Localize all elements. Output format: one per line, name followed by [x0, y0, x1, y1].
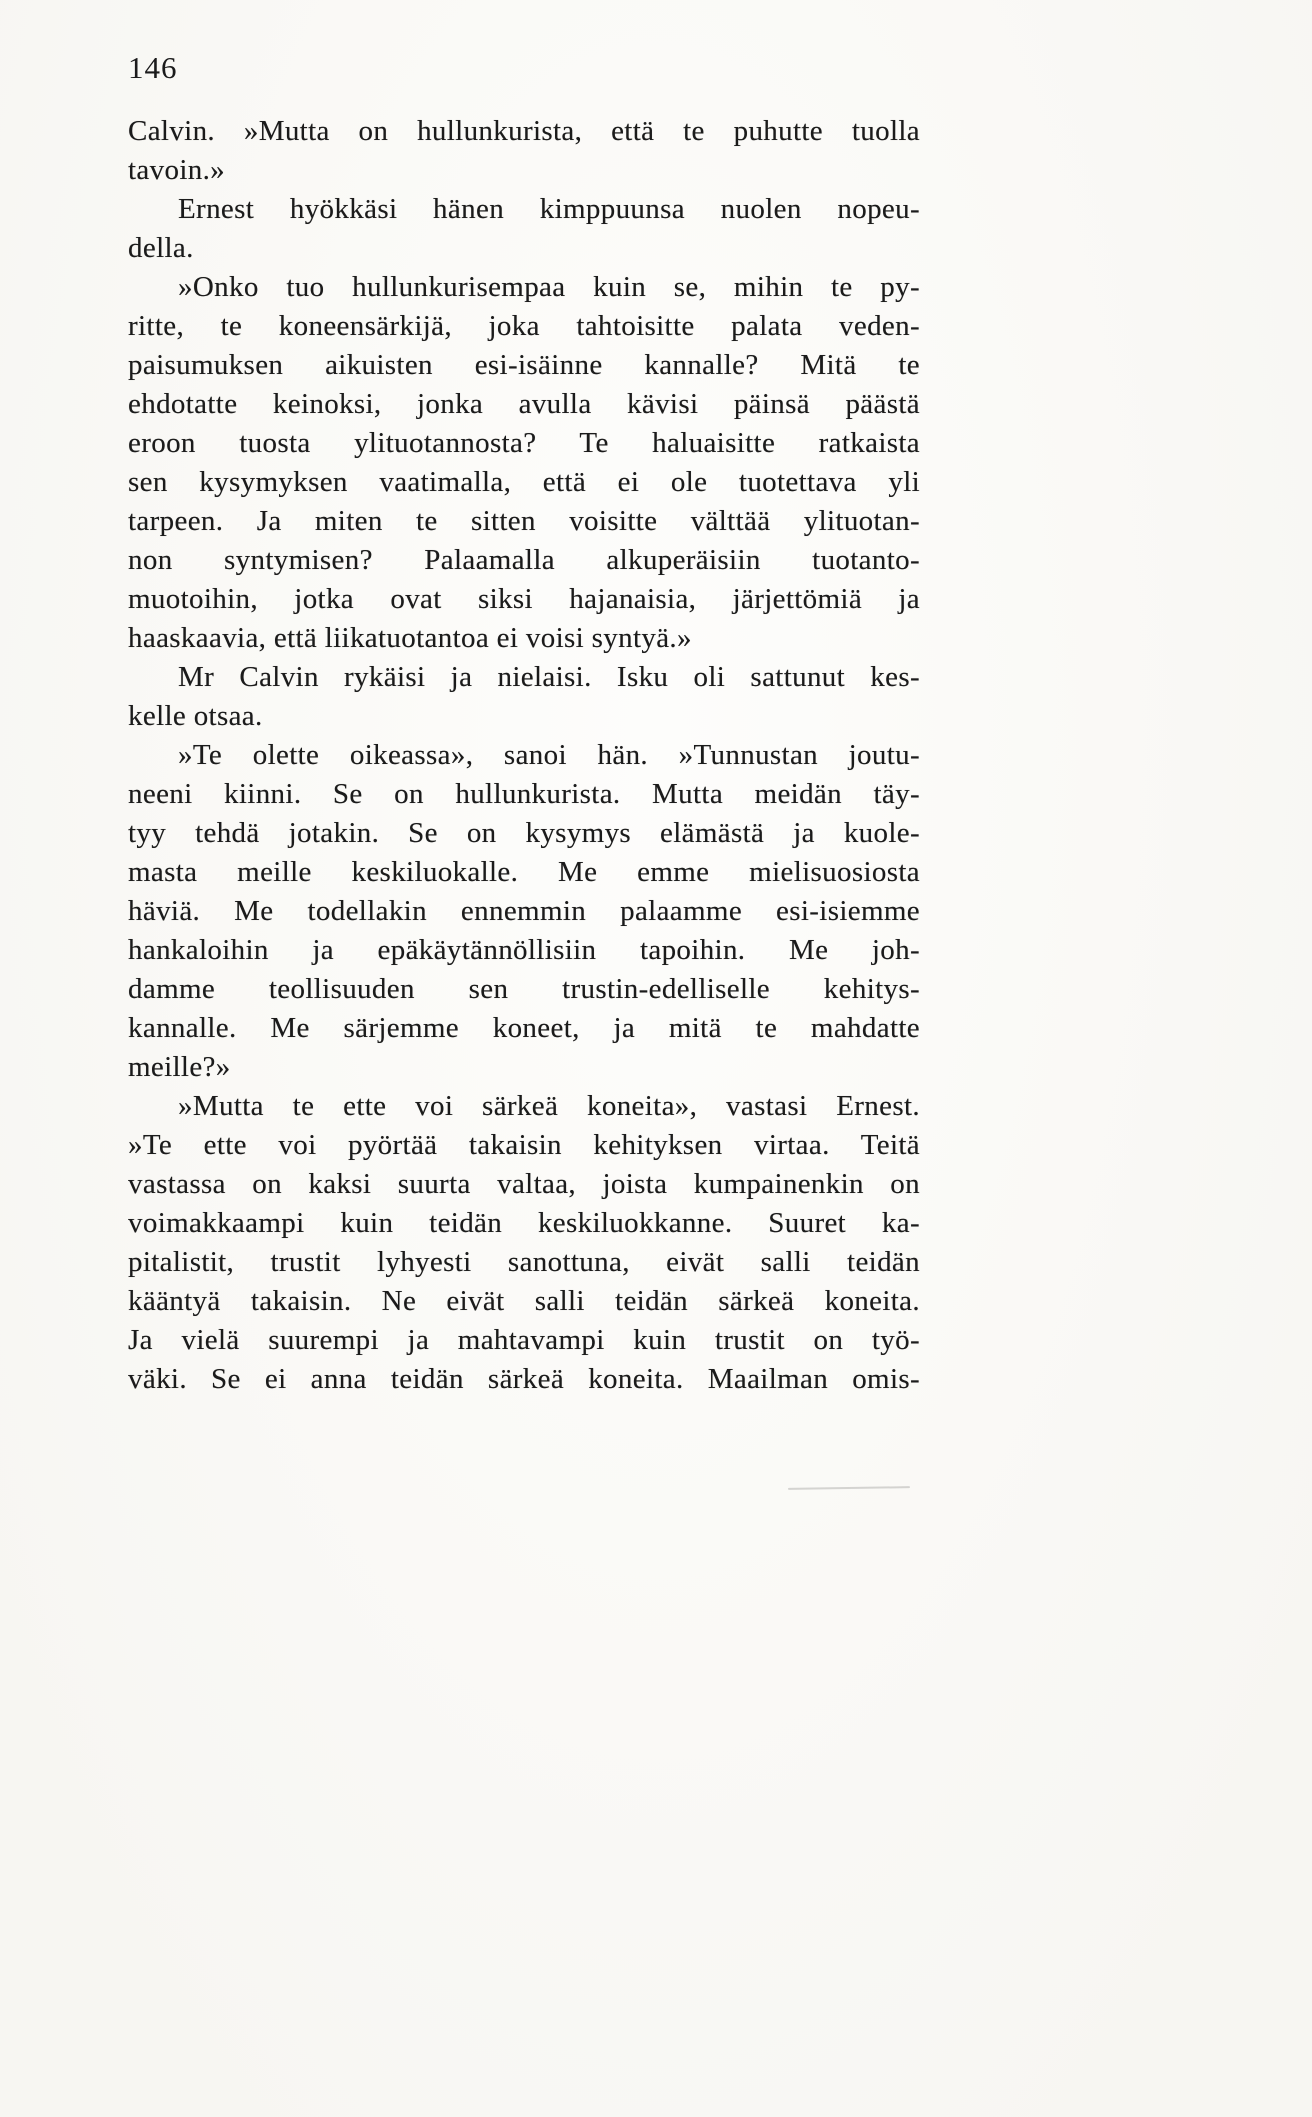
- text-line: non syntymisen? Palaamalla alkuperäisiin tuotanto-: [128, 544, 920, 576]
- text-line: meille?»: [128, 1051, 231, 1083]
- text-line: väki. Se ei anna teidän särkeä koneita. Maailman omis-: [128, 1363, 920, 1395]
- text-line: kannalle. Me särjemme koneet, ja mitä te mahdatte: [128, 1012, 920, 1044]
- page-number: 146: [128, 50, 178, 85]
- text-line: haaskaavia, että liikatuotantoa ei voisi syntyä.»: [128, 622, 692, 654]
- text-line: Ja vielä suurempi ja mahtavampi kuin trustit on työ-: [128, 1324, 920, 1356]
- text-line: »Onko tuo hullunkurisempaa kuin se, mihin te py-: [178, 271, 920, 303]
- text-line: kääntyä takaisin. Ne eivät salli teidän särkeä koneita.: [128, 1285, 920, 1317]
- text-line: voimakkaampi kuin teidän keskiluokkanne. Suuret ka-: [128, 1207, 920, 1239]
- text-line: neeni kiinni. Se on hullunkurista. Mutta meidän täy-: [128, 778, 920, 810]
- text-line: Calvin. »Mutta on hullunkurista, että te puhutte tuolla: [128, 115, 920, 147]
- text-line: tavoin.»: [128, 154, 226, 186]
- text-line: eroon tuosta ylituotannosta? Te haluaisitte ratkaista: [128, 427, 920, 459]
- text-line: hankaloihin ja epäkäytännöllisiin tapoihin. Me joh-: [128, 934, 920, 966]
- text-line: sen kysymyksen vaatimalla, että ei ole tuotettava yli: [128, 466, 920, 498]
- text-line: damme teollisuuden sen trustin-edelliselle kehitys-: [128, 973, 920, 1005]
- page-text-block: [128, 112, 920, 1399]
- text-line: kelle otsaa.: [128, 700, 263, 732]
- text-line: paisumuksen aikuisten esi-isäinne kannalle? Mitä te: [128, 349, 920, 381]
- text-line: ehdotatte keinoksi, jonka avulla kävisi päinsä päästä: [128, 388, 920, 420]
- text-line: masta meille keskiluokalle. Me emme mielisuosiosta: [128, 856, 920, 888]
- text-line: »Te ette voi pyörtää takaisin kehityksen virtaa. Teitä: [128, 1129, 920, 1161]
- text-line: pitalistit, trustit lyhyesti sanottuna, eivät salli teidän: [128, 1246, 920, 1278]
- text-line: Ernest hyökkäsi hänen kimppuunsa nuolen nopeu-: [178, 193, 920, 225]
- text-line: tarpeen. Ja miten te sitten voisitte välttää ylituotan-: [128, 505, 920, 537]
- text-line: häviä. Me todellakin ennemmin palaamme esi-isiemme: [128, 895, 920, 927]
- text-line: »Te olette oikeassa», sanoi hän. »Tunnustan joutu-: [178, 739, 920, 771]
- text-line: muotoihin, jotka ovat siksi hajanaisia, järjettömiä ja: [128, 583, 920, 615]
- text-line: tyy tehdä jotakin. Se on kysymys elämästä ja kuole-: [128, 817, 920, 849]
- text-line: della.: [128, 232, 194, 264]
- text-line: Mr Calvin rykäisi ja nielaisi. Isku oli sattunut kes-: [178, 661, 920, 693]
- text-line: »Mutta te ette voi särkeä koneita», vastasi Ernest.: [178, 1090, 920, 1122]
- text-line: vastassa on kaksi suurta valtaa, joista kumpainenkin on: [128, 1168, 920, 1200]
- text-line: ritte, te koneensärkijä, joka tahtoisitte palata veden-: [128, 310, 920, 342]
- scan-artifact-mark: [788, 1486, 910, 1490]
